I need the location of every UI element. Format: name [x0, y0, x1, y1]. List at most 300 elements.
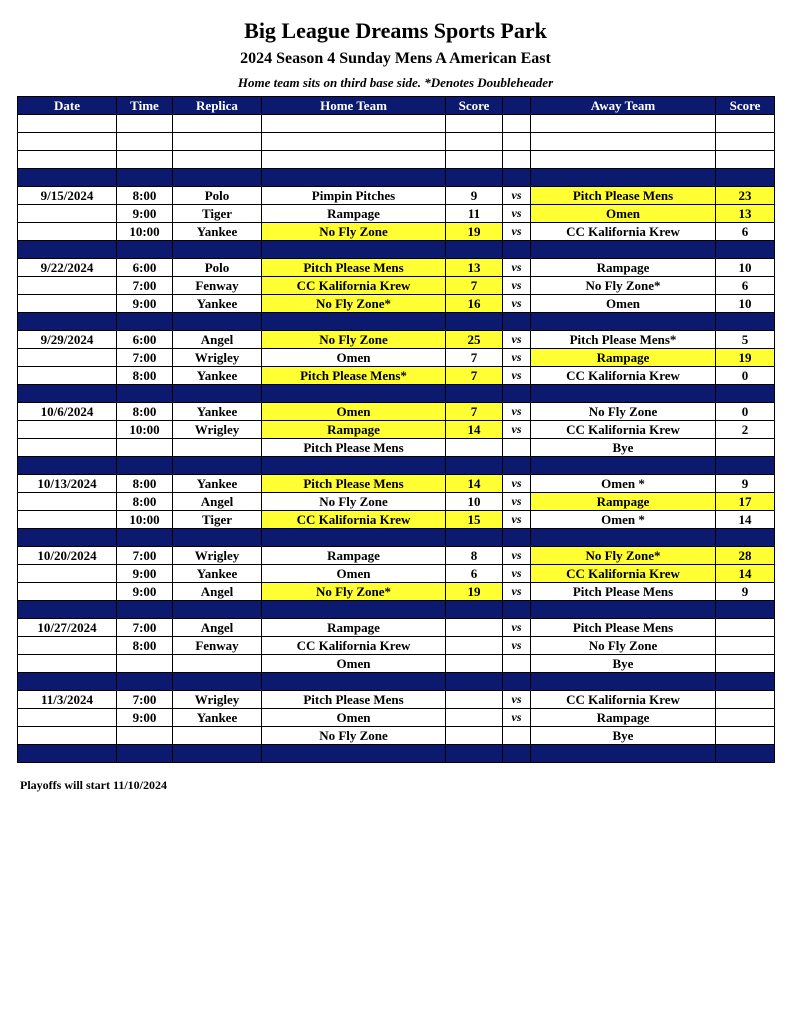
separator-cell	[117, 601, 173, 619]
separator-cell	[18, 169, 117, 187]
game-time: 10:00	[117, 223, 173, 241]
col-header-home-score: Score	[446, 97, 503, 115]
home-score: 15	[446, 511, 503, 529]
game-time	[117, 727, 173, 745]
home-score	[446, 727, 503, 745]
separator-cell	[173, 457, 262, 475]
separator-cell	[173, 745, 262, 763]
home-score: 7	[446, 349, 503, 367]
blank-cell	[446, 115, 503, 133]
game-row	[18, 583, 775, 601]
away-team: Omen *	[531, 511, 716, 529]
blank-cell	[117, 115, 173, 133]
game-date	[18, 511, 117, 529]
vs-label: vs	[503, 637, 531, 655]
away-score: 17	[716, 493, 775, 511]
home-score	[446, 709, 503, 727]
home-team: Pitch Please Mens	[262, 439, 446, 457]
home-score	[446, 655, 503, 673]
separator-cell	[716, 601, 775, 619]
vs-label: vs	[503, 223, 531, 241]
separator-cell	[173, 241, 262, 259]
week-separator	[18, 385, 775, 403]
game-replica: Wrigley	[173, 547, 262, 565]
vs-label: vs	[503, 691, 531, 709]
away-team: No Fly Zone*	[531, 277, 716, 295]
away-score: 19	[716, 349, 775, 367]
blank-cell	[173, 115, 262, 133]
separator-cell	[531, 745, 716, 763]
page-subtitle: 2024 Season 4 Sunday Mens A American East	[240, 50, 551, 67]
vs-label: vs	[503, 619, 531, 637]
separator-cell	[262, 673, 446, 691]
away-score: 14	[716, 565, 775, 583]
game-row	[18, 277, 775, 295]
separator-cell	[446, 169, 503, 187]
home-team: No Fly Zone*	[262, 295, 446, 313]
game-replica: Yankee	[173, 565, 262, 583]
separator-cell	[18, 673, 117, 691]
away-score	[716, 439, 775, 457]
game-replica: Yankee	[173, 475, 262, 493]
away-team: Omen	[531, 205, 716, 223]
away-score: 10	[716, 259, 775, 277]
game-time: 8:00	[117, 367, 173, 385]
game-replica: Angel	[173, 493, 262, 511]
away-team: No Fly Zone	[531, 403, 716, 421]
separator-cell	[446, 529, 503, 547]
home-team: Pimpin Pitches	[262, 187, 446, 205]
away-score: 0	[716, 403, 775, 421]
separator-cell	[716, 241, 775, 259]
game-time: 8:00	[117, 493, 173, 511]
home-team: Rampage	[262, 421, 446, 439]
away-team: Bye	[531, 439, 716, 457]
separator-cell	[117, 457, 173, 475]
game-time: 7:00	[117, 547, 173, 565]
game-date: 10/6/2024	[18, 403, 117, 421]
blank-cell	[531, 133, 716, 151]
game-row	[18, 259, 775, 277]
game-time: 10:00	[117, 421, 173, 439]
separator-cell	[531, 529, 716, 547]
blank-cell	[117, 151, 173, 169]
vs-label: vs	[503, 349, 531, 367]
vs-label: vs	[503, 187, 531, 205]
away-score: 10	[716, 295, 775, 313]
away-score	[716, 619, 775, 637]
game-time	[117, 439, 173, 457]
game-replica: Fenway	[173, 637, 262, 655]
home-score: 16	[446, 295, 503, 313]
separator-cell	[716, 169, 775, 187]
blank-cell	[716, 115, 775, 133]
game-row	[18, 403, 775, 421]
blank-cell	[503, 133, 531, 151]
home-score: 11	[446, 205, 503, 223]
game-replica: Yankee	[173, 709, 262, 727]
vs-label: vs	[503, 295, 531, 313]
vs-label: vs	[503, 331, 531, 349]
game-date	[18, 439, 117, 457]
col-header-away-team: Away Team	[531, 97, 716, 115]
game-date	[18, 493, 117, 511]
blank-cell	[173, 151, 262, 169]
week-separator	[18, 169, 775, 187]
game-date	[18, 655, 117, 673]
home-score: 10	[446, 493, 503, 511]
game-replica: Wrigley	[173, 691, 262, 709]
home-team: Omen	[262, 565, 446, 583]
away-team: Rampage	[531, 709, 716, 727]
game-row	[18, 439, 775, 457]
schedule-table	[17, 96, 775, 763]
home-team: No Fly Zone*	[262, 583, 446, 601]
home-team: Rampage	[262, 547, 446, 565]
blank-cell	[262, 133, 446, 151]
away-score: 9	[716, 475, 775, 493]
away-team: Pitch Please Mens	[531, 187, 716, 205]
separator-cell	[262, 457, 446, 475]
away-team: Bye	[531, 727, 716, 745]
away-team: CC Kalifornia Krew	[531, 367, 716, 385]
week-separator	[18, 241, 775, 259]
separator-cell	[18, 385, 117, 403]
away-score: 6	[716, 277, 775, 295]
game-row	[18, 187, 775, 205]
away-team: Omen	[531, 295, 716, 313]
game-date	[18, 223, 117, 241]
game-time: 8:00	[117, 637, 173, 655]
game-replica: Yankee	[173, 403, 262, 421]
away-score	[716, 727, 775, 745]
separator-cell	[716, 385, 775, 403]
away-score: 5	[716, 331, 775, 349]
separator-cell	[503, 241, 531, 259]
week-separator	[18, 601, 775, 619]
home-team: No Fly Zone	[262, 223, 446, 241]
separator-cell	[262, 601, 446, 619]
away-score	[716, 691, 775, 709]
separator-cell	[117, 313, 173, 331]
separator-cell	[262, 241, 446, 259]
separator-cell	[446, 601, 503, 619]
game-row	[18, 367, 775, 385]
away-team: Bye	[531, 655, 716, 673]
game-replica: Yankee	[173, 223, 262, 241]
blank-cell	[503, 151, 531, 169]
separator-cell	[503, 313, 531, 331]
game-date: 11/3/2024	[18, 691, 117, 709]
game-row	[18, 565, 775, 583]
schedule-note: Home team sits on third base side. *Denotes Doubleheader	[237, 75, 554, 90]
game-row	[18, 205, 775, 223]
vs-label	[503, 727, 531, 745]
separator-cell	[503, 169, 531, 187]
away-team: Rampage	[531, 349, 716, 367]
game-replica: Yankee	[173, 295, 262, 313]
away-score	[716, 709, 775, 727]
col-header-away-score: Score	[716, 97, 775, 115]
game-date	[18, 205, 117, 223]
game-row	[18, 223, 775, 241]
away-team: CC Kalifornia Krew	[531, 565, 716, 583]
blank-cell	[446, 133, 503, 151]
col-header-date: Date	[18, 97, 117, 115]
game-time: 9:00	[117, 709, 173, 727]
home-score: 19	[446, 583, 503, 601]
separator-cell	[503, 745, 531, 763]
home-team: Pitch Please Mens*	[262, 367, 446, 385]
vs-label: vs	[503, 421, 531, 439]
away-score: 9	[716, 583, 775, 601]
game-date	[18, 637, 117, 655]
separator-cell	[503, 529, 531, 547]
game-replica	[173, 655, 262, 673]
home-team: Pitch Please Mens	[262, 691, 446, 709]
week-separator	[18, 313, 775, 331]
home-score: 7	[446, 403, 503, 421]
separator-cell	[173, 169, 262, 187]
separator-cell	[117, 241, 173, 259]
separator-cell	[531, 241, 716, 259]
home-team: No Fly Zone	[262, 493, 446, 511]
blank-cell	[446, 151, 503, 169]
week-separator	[18, 457, 775, 475]
game-time: 8:00	[117, 475, 173, 493]
game-time: 7:00	[117, 691, 173, 709]
home-team: Rampage	[262, 619, 446, 637]
blank-cell	[18, 115, 117, 133]
blank-cell	[716, 133, 775, 151]
separator-cell	[716, 745, 775, 763]
away-score: 23	[716, 187, 775, 205]
separator-cell	[117, 385, 173, 403]
game-date: 9/22/2024	[18, 259, 117, 277]
week-separator	[18, 745, 775, 763]
game-row	[18, 655, 775, 673]
game-date	[18, 421, 117, 439]
separator-cell	[716, 529, 775, 547]
week-separator	[18, 529, 775, 547]
vs-label: vs	[503, 709, 531, 727]
separator-cell	[446, 745, 503, 763]
home-score: 6	[446, 565, 503, 583]
game-row	[18, 511, 775, 529]
game-row	[18, 547, 775, 565]
blank-cell	[262, 151, 446, 169]
game-replica: Angel	[173, 583, 262, 601]
blank-row	[18, 133, 775, 151]
vs-label	[503, 655, 531, 673]
game-time: 7:00	[117, 349, 173, 367]
home-score: 7	[446, 367, 503, 385]
away-team: No Fly Zone*	[531, 547, 716, 565]
separator-cell	[503, 457, 531, 475]
game-time: 9:00	[117, 565, 173, 583]
away-score: 2	[716, 421, 775, 439]
home-team: Pitch Please Mens	[262, 259, 446, 277]
game-time: 9:00	[117, 295, 173, 313]
home-score	[446, 637, 503, 655]
game-date	[18, 277, 117, 295]
vs-label: vs	[503, 259, 531, 277]
blank-row	[18, 151, 775, 169]
game-time: 6:00	[117, 259, 173, 277]
game-time: 9:00	[117, 583, 173, 601]
vs-label: vs	[503, 367, 531, 385]
home-score: 8	[446, 547, 503, 565]
vs-label: vs	[503, 565, 531, 583]
separator-cell	[446, 385, 503, 403]
away-team: CC Kalifornia Krew	[531, 223, 716, 241]
away-team: Rampage	[531, 493, 716, 511]
game-date: 9/29/2024	[18, 331, 117, 349]
vs-label: vs	[503, 403, 531, 421]
separator-cell	[173, 673, 262, 691]
home-team: No Fly Zone	[262, 331, 446, 349]
game-replica: Tiger	[173, 511, 262, 529]
vs-label: vs	[503, 205, 531, 223]
vs-label: vs	[503, 277, 531, 295]
separator-cell	[446, 313, 503, 331]
separator-cell	[117, 673, 173, 691]
separator-cell	[531, 673, 716, 691]
game-replica: Yankee	[173, 367, 262, 385]
game-time: 8:00	[117, 403, 173, 421]
home-team: CC Kalifornia Krew	[262, 511, 446, 529]
game-row	[18, 475, 775, 493]
away-team: Omen *	[531, 475, 716, 493]
away-score: 14	[716, 511, 775, 529]
game-replica: Wrigley	[173, 349, 262, 367]
col-header-home-team: Home Team	[262, 97, 446, 115]
vs-label	[503, 439, 531, 457]
away-score: 13	[716, 205, 775, 223]
schedule-body	[18, 115, 775, 763]
separator-cell	[117, 169, 173, 187]
blank-cell	[716, 151, 775, 169]
game-date	[18, 295, 117, 313]
home-team: Rampage	[262, 205, 446, 223]
game-row	[18, 691, 775, 709]
separator-cell	[173, 313, 262, 331]
separator-cell	[531, 313, 716, 331]
game-row	[18, 727, 775, 745]
col-header-time: Time	[117, 97, 173, 115]
header-row	[18, 97, 775, 115]
separator-cell	[262, 385, 446, 403]
away-team: CC Kalifornia Krew	[531, 421, 716, 439]
page-title: Big League Dreams Sports Park	[244, 18, 547, 43]
home-score: 14	[446, 475, 503, 493]
home-team: Omen	[262, 709, 446, 727]
separator-cell	[531, 601, 716, 619]
home-score	[446, 439, 503, 457]
game-replica	[173, 727, 262, 745]
vs-label: vs	[503, 475, 531, 493]
game-time: 7:00	[117, 277, 173, 295]
footer-note: Playoffs will start 11/10/2024	[20, 778, 167, 792]
separator-cell	[262, 745, 446, 763]
separator-cell	[18, 241, 117, 259]
separator-cell	[531, 169, 716, 187]
blank-cell	[173, 133, 262, 151]
blank-cell	[18, 151, 117, 169]
separator-cell	[18, 745, 117, 763]
col-header-replica: Replica	[173, 97, 262, 115]
game-date	[18, 565, 117, 583]
game-date	[18, 583, 117, 601]
vs-label: vs	[503, 583, 531, 601]
game-time: 7:00	[117, 619, 173, 637]
away-team: Pitch Please Mens	[531, 619, 716, 637]
game-row	[18, 421, 775, 439]
separator-cell	[531, 385, 716, 403]
separator-cell	[446, 673, 503, 691]
blank-cell	[262, 115, 446, 133]
away-score	[716, 655, 775, 673]
separator-cell	[716, 313, 775, 331]
separator-cell	[18, 601, 117, 619]
blank-cell	[18, 133, 117, 151]
separator-cell	[262, 169, 446, 187]
home-team: Omen	[262, 403, 446, 421]
game-row	[18, 637, 775, 655]
game-date	[18, 367, 117, 385]
away-score	[716, 637, 775, 655]
game-row	[18, 349, 775, 367]
away-team: CC Kalifornia Krew	[531, 691, 716, 709]
separator-cell	[262, 313, 446, 331]
game-replica: Angel	[173, 331, 262, 349]
separator-cell	[503, 673, 531, 691]
game-time	[117, 655, 173, 673]
game-time: 8:00	[117, 187, 173, 205]
game-replica: Fenway	[173, 277, 262, 295]
home-team: Omen	[262, 655, 446, 673]
away-score: 28	[716, 547, 775, 565]
game-replica: Wrigley	[173, 421, 262, 439]
separator-cell	[173, 601, 262, 619]
home-team: Pitch Please Mens	[262, 475, 446, 493]
home-score	[446, 619, 503, 637]
vs-label: vs	[503, 547, 531, 565]
col-header-vs	[503, 97, 531, 115]
separator-cell	[531, 457, 716, 475]
home-score: 14	[446, 421, 503, 439]
week-separator	[18, 673, 775, 691]
blank-cell	[117, 133, 173, 151]
away-score: 0	[716, 367, 775, 385]
game-replica: Tiger	[173, 205, 262, 223]
away-team: Rampage	[531, 259, 716, 277]
game-replica: Polo	[173, 259, 262, 277]
away-team: Pitch Please Mens	[531, 583, 716, 601]
game-row	[18, 619, 775, 637]
vs-label: vs	[503, 511, 531, 529]
game-date: 10/13/2024	[18, 475, 117, 493]
separator-cell	[446, 241, 503, 259]
home-score: 19	[446, 223, 503, 241]
home-team: Omen	[262, 349, 446, 367]
blank-row	[18, 115, 775, 133]
home-score: 25	[446, 331, 503, 349]
home-score	[446, 691, 503, 709]
separator-cell	[117, 529, 173, 547]
game-time: 10:00	[117, 511, 173, 529]
game-date: 10/20/2024	[18, 547, 117, 565]
